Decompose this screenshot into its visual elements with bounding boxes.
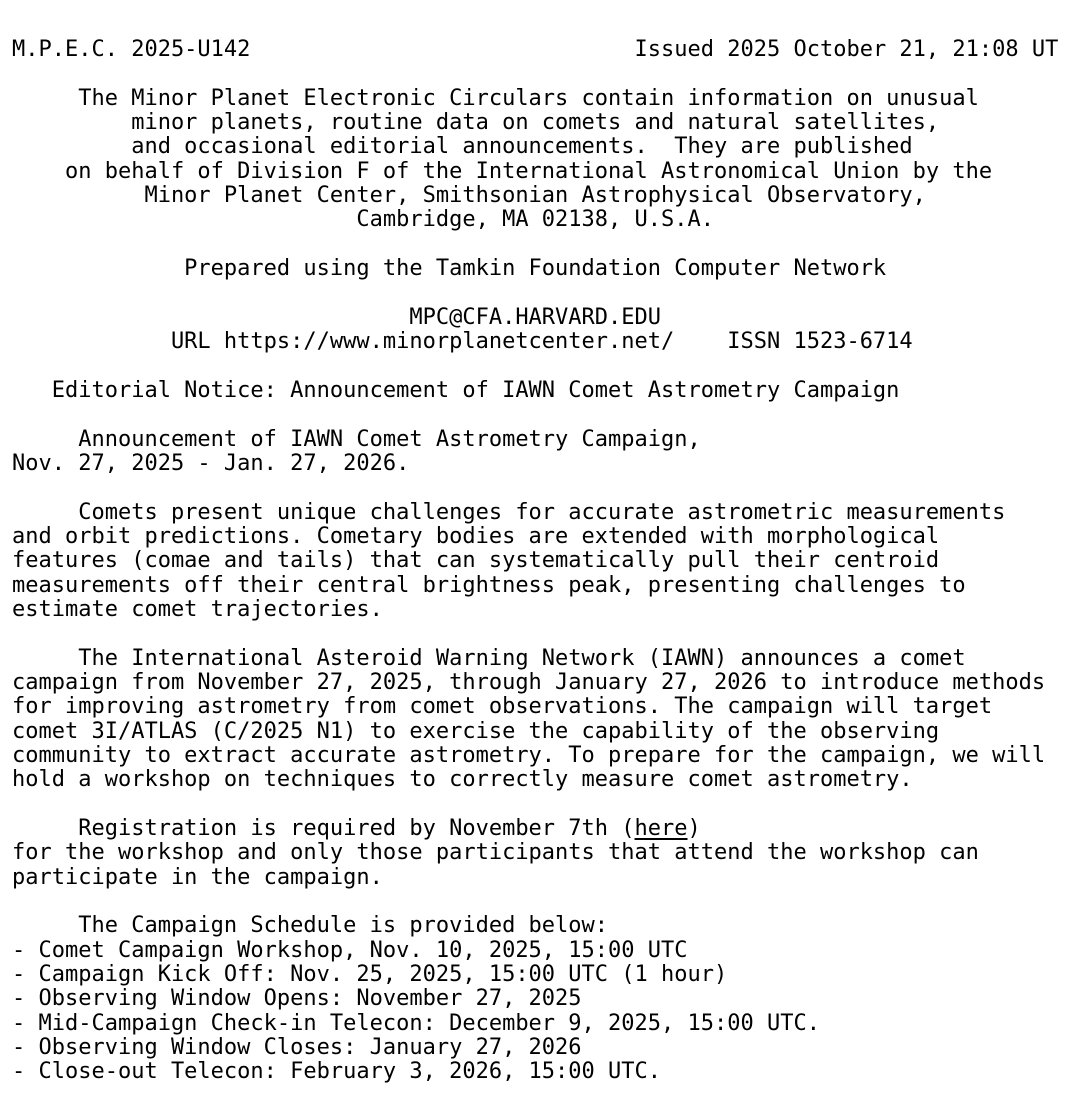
contact-block — [12, 306, 1069, 355]
text-line: The Minor Planet Electronic Circulars contain information on unusual — [12, 85, 979, 111]
text-line: - Comet Campaign Workshop, Nov. 10, 2025, 15:00 UTC — [12, 937, 688, 963]
text-line: Nov. 27, 2025 - Jan. 27, 2026. — [12, 450, 410, 476]
text-line: MPC@CFA.HARVARD.EDU — [12, 304, 662, 330]
text-line: The International Asteroid Warning Network (IAWN) announces a comet — [12, 645, 966, 671]
text-line: Announcement of IAWN Comet Astrometry Campaign, — [12, 426, 701, 452]
text-line: for improving astrometry from comet observations. The campaign will target — [12, 694, 993, 720]
text-line: participate in the campaign. — [12, 864, 383, 890]
text-line: Editorial Notice: Announcement of IAWN Comet Astrometry Campaign — [12, 377, 900, 403]
text-line: hold a workshop on techniques to correctly measure comet astrometry. — [12, 767, 913, 793]
announcement-title — [12, 428, 1069, 477]
circular-id: M.P.E.C. 2025-U142 — [12, 37, 251, 62]
paragraph-iawn-campaign — [12, 647, 1069, 793]
text-line: Minor Planet Center, Smithsonian Astrophysical Observatory, — [12, 183, 926, 209]
registration-paragraph — [12, 817, 1069, 890]
text-line: - Mid-Campaign Check-in Telecon: December 9, 2025, 15:00 UTC. — [12, 1010, 820, 1036]
text-line: - Observing Window Opens: November 27, 2025 — [12, 986, 582, 1012]
issued-date: Issued 2025 October 21, 21:08 UT — [634, 37, 1059, 62]
text-line: and occasional editorial announcements. They are published — [12, 134, 913, 160]
text-line: Cambridge, MA 02138, U.S.A. — [12, 207, 714, 233]
text-line: on behalf of Division F of the International Astronomical Union by the — [12, 158, 993, 184]
text-line: Comets present unique challenges for accurate astrometric measurements — [12, 499, 1006, 525]
text-line: The Campaign Schedule is provided below: — [12, 913, 609, 939]
text-line: URL https://www.minorplanetcenter.net/ ISSN 1523-6714 — [12, 329, 913, 355]
text-line: minor planets, routine data on comets and natural satellites, — [12, 110, 940, 136]
text-line: Registration is required by November 7th (here) — [12, 816, 701, 841]
paragraph-comet-challenges — [12, 501, 1069, 623]
text-line: campaign from November 27, 2025, through January 27, 2026 to introduce methods — [12, 669, 1046, 695]
text-line: comet 3I/ATLAS (C/2025 N1) to exercise the capability of the observing — [12, 718, 940, 744]
text-line: Prepared using the Tamkin Foundation Computer Network — [12, 256, 887, 282]
editorial-notice-title — [12, 379, 1069, 403]
registration-here-link[interactable]: here — [634, 816, 688, 841]
text-line: estimate comet trajectories. — [12, 596, 383, 622]
intro-paragraph — [12, 87, 1069, 233]
text-line: features (comae and tails) that can systematically pull their centroid — [12, 548, 940, 574]
text-line: measurements off their central brightness peak, presenting challenges to — [12, 572, 966, 598]
text-line — [12, 38, 1069, 62]
text-line: community to extract accurate astrometry. To prepare for the campaign, we will — [12, 742, 1046, 768]
text-line: - Observing Window Closes: January 27, 2026 — [12, 1035, 582, 1061]
text-line: for the workshop and only those participants that attend the workshop can — [12, 840, 979, 866]
prepared-line — [12, 257, 1069, 281]
header-line — [12, 38, 1069, 62]
text-line: - Close-out Telecon: February 3, 2026, 15:00 UTC. — [12, 1059, 662, 1085]
text-line: and orbit predictions. Cometary bodies are extended with morphological — [12, 523, 940, 549]
campaign-schedule — [12, 914, 1069, 1084]
text-line: - Campaign Kick Off: Nov. 25, 2025, 15:00 UTC (1 hour) — [12, 962, 728, 988]
